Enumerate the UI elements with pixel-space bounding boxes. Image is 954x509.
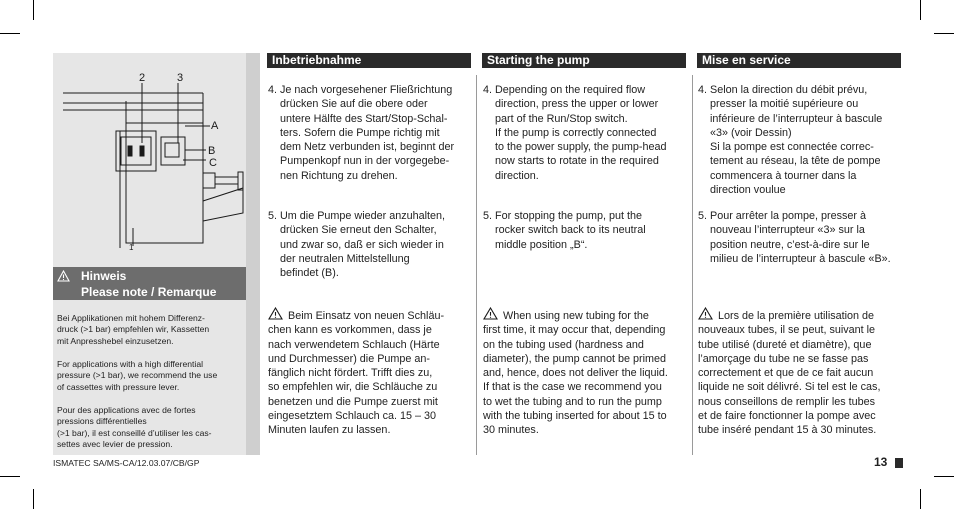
column-divider	[692, 75, 693, 455]
sidebar-note-en: For applications with a high differential pressure (>1 bar), we recommend the use of cassettes with pressure lever.	[57, 359, 218, 392]
callout-b: B	[208, 145, 216, 157]
crop-mark	[0, 476, 20, 477]
note-title: Hinweis	[81, 269, 127, 283]
crop-mark	[920, 0, 921, 20]
warning-icon	[268, 307, 283, 320]
step-5-de: 5. Um die Pumpe wieder anzuhalten, drücken Sie erneut den Schalter, und zwar so, daß er sich wieder in der neutralen Mittelstellung befindet (B).	[268, 210, 446, 280]
callout-2: 2	[139, 72, 146, 84]
note-en: When using new tubing for the first time, it may occur that, depending on the tubing used (hardness and diameter), the pump cannot be primed and, hence, does not deliver the liquid. If that is the case we recommend you to wet the tubing and to run the pump with the tubing inserted for about 15 to 30 minutes.	[483, 307, 688, 438]
step-4-en: 4. Depending on the required flow direction, press the upper or lower part of the Run/Stop switch. If the pump is correctly connected to the power supply, the pump-head now starts to rotate in the required direction.	[483, 84, 667, 182]
sidebar-strip	[246, 53, 260, 455]
page-number: 13	[874, 455, 888, 469]
crop-mark	[934, 33, 954, 34]
callout-1: 1	[129, 243, 134, 252]
heading-fr: Mise en service	[697, 53, 901, 68]
document-code: ISMATEC SA/MS-CA/12.03.07/CB/GP	[53, 458, 200, 468]
warning-icon	[483, 307, 498, 320]
crop-mark	[920, 489, 921, 509]
crop-mark	[33, 489, 34, 509]
note-subtitle: Please note / Remarque	[81, 285, 217, 299]
pump-switch-diagram	[53, 53, 246, 268]
callout-a: A	[211, 120, 219, 132]
step-4-fr: 4. Selon la direction du débit prévu, presser la moitié supérieure ou inférieure de l’interrupteur à bascule «3» (voir Dessin) Si la pompe est connectée correc- tement au réseau, la tête de pompe commencera à tourner dans la direction voulue	[698, 84, 883, 197]
heading-en: Starting the pump	[482, 53, 686, 68]
note-fr: Lors de la première utilisation de nouveaux tubes, il se peut, suivant le tube utilisé (dureté et diamètre), que l’amorçage du tube ne se fasse pas correctement et que de ce fait aucun liquide ne soit délivré. Si tel est le cas, nous conseillons de remplir les tubes et de faire fonctionner la pompe avec tube inséré pendant 15 à 30 minutes.	[698, 307, 903, 438]
callout-c: C	[209, 157, 217, 169]
crop-mark	[934, 476, 954, 477]
sidebar-note-de: Bei Applikationen mit hohem Differenz- druck (>1 bar) empfehlen wir, Kassetten mit Anpresshebel einzusetzen.	[57, 313, 210, 346]
crop-mark	[33, 0, 34, 20]
warning-icon	[698, 307, 713, 320]
page-marker	[895, 458, 903, 468]
crop-mark	[0, 33, 20, 34]
column-divider	[476, 75, 477, 455]
step-4-de: 4. Je nach vorgesehener Fließrichtung drücken Sie auf die obere oder untere Hälfte des Start/Stop-Schal- ters. Sofern die Pumpe richtig mit dem Netz verbunden ist, beginnt der Pumpenkopf nun in der vorgegebe- nen Richtung zu drehen.	[268, 84, 455, 182]
note-header-band	[53, 267, 246, 300]
sidebar-note-fr: Pour des applications avec de fortes pressions différentielles (>1 bar), il est conseillé d’utiliser les cas- settes avec levier de pression.	[57, 405, 212, 450]
callout-3: 3	[177, 72, 184, 84]
note-de: Beim Einsatz von neuen Schläu- chen kann es vorkommen, dass je nach verwendetem Schlauch (Härte und Durchmesser) die Pumpe an- fänglich nicht fördert. Trifft dies zu, so empfehlen wir, die Schläuche zu benetzen und die Pumpe zuerst mit eingesetztem Schlauch ca. 15 – 30 Minuten laufen zu lassen.	[268, 307, 473, 438]
step-5-en: 5. For stopping the pump, put the rocker switch back to its neutral middle position „B“.	[483, 210, 646, 251]
warning-icon	[57, 270, 70, 282]
heading-de: Inbetriebnahme	[267, 53, 471, 68]
step-5-fr: 5. Pour arrêter la pompe, presser à nouveau l’interrupteur «3» sur la position neutre, c’est-à-dire sur le milieu de l’interrupteur à bascule «B».	[698, 210, 891, 265]
